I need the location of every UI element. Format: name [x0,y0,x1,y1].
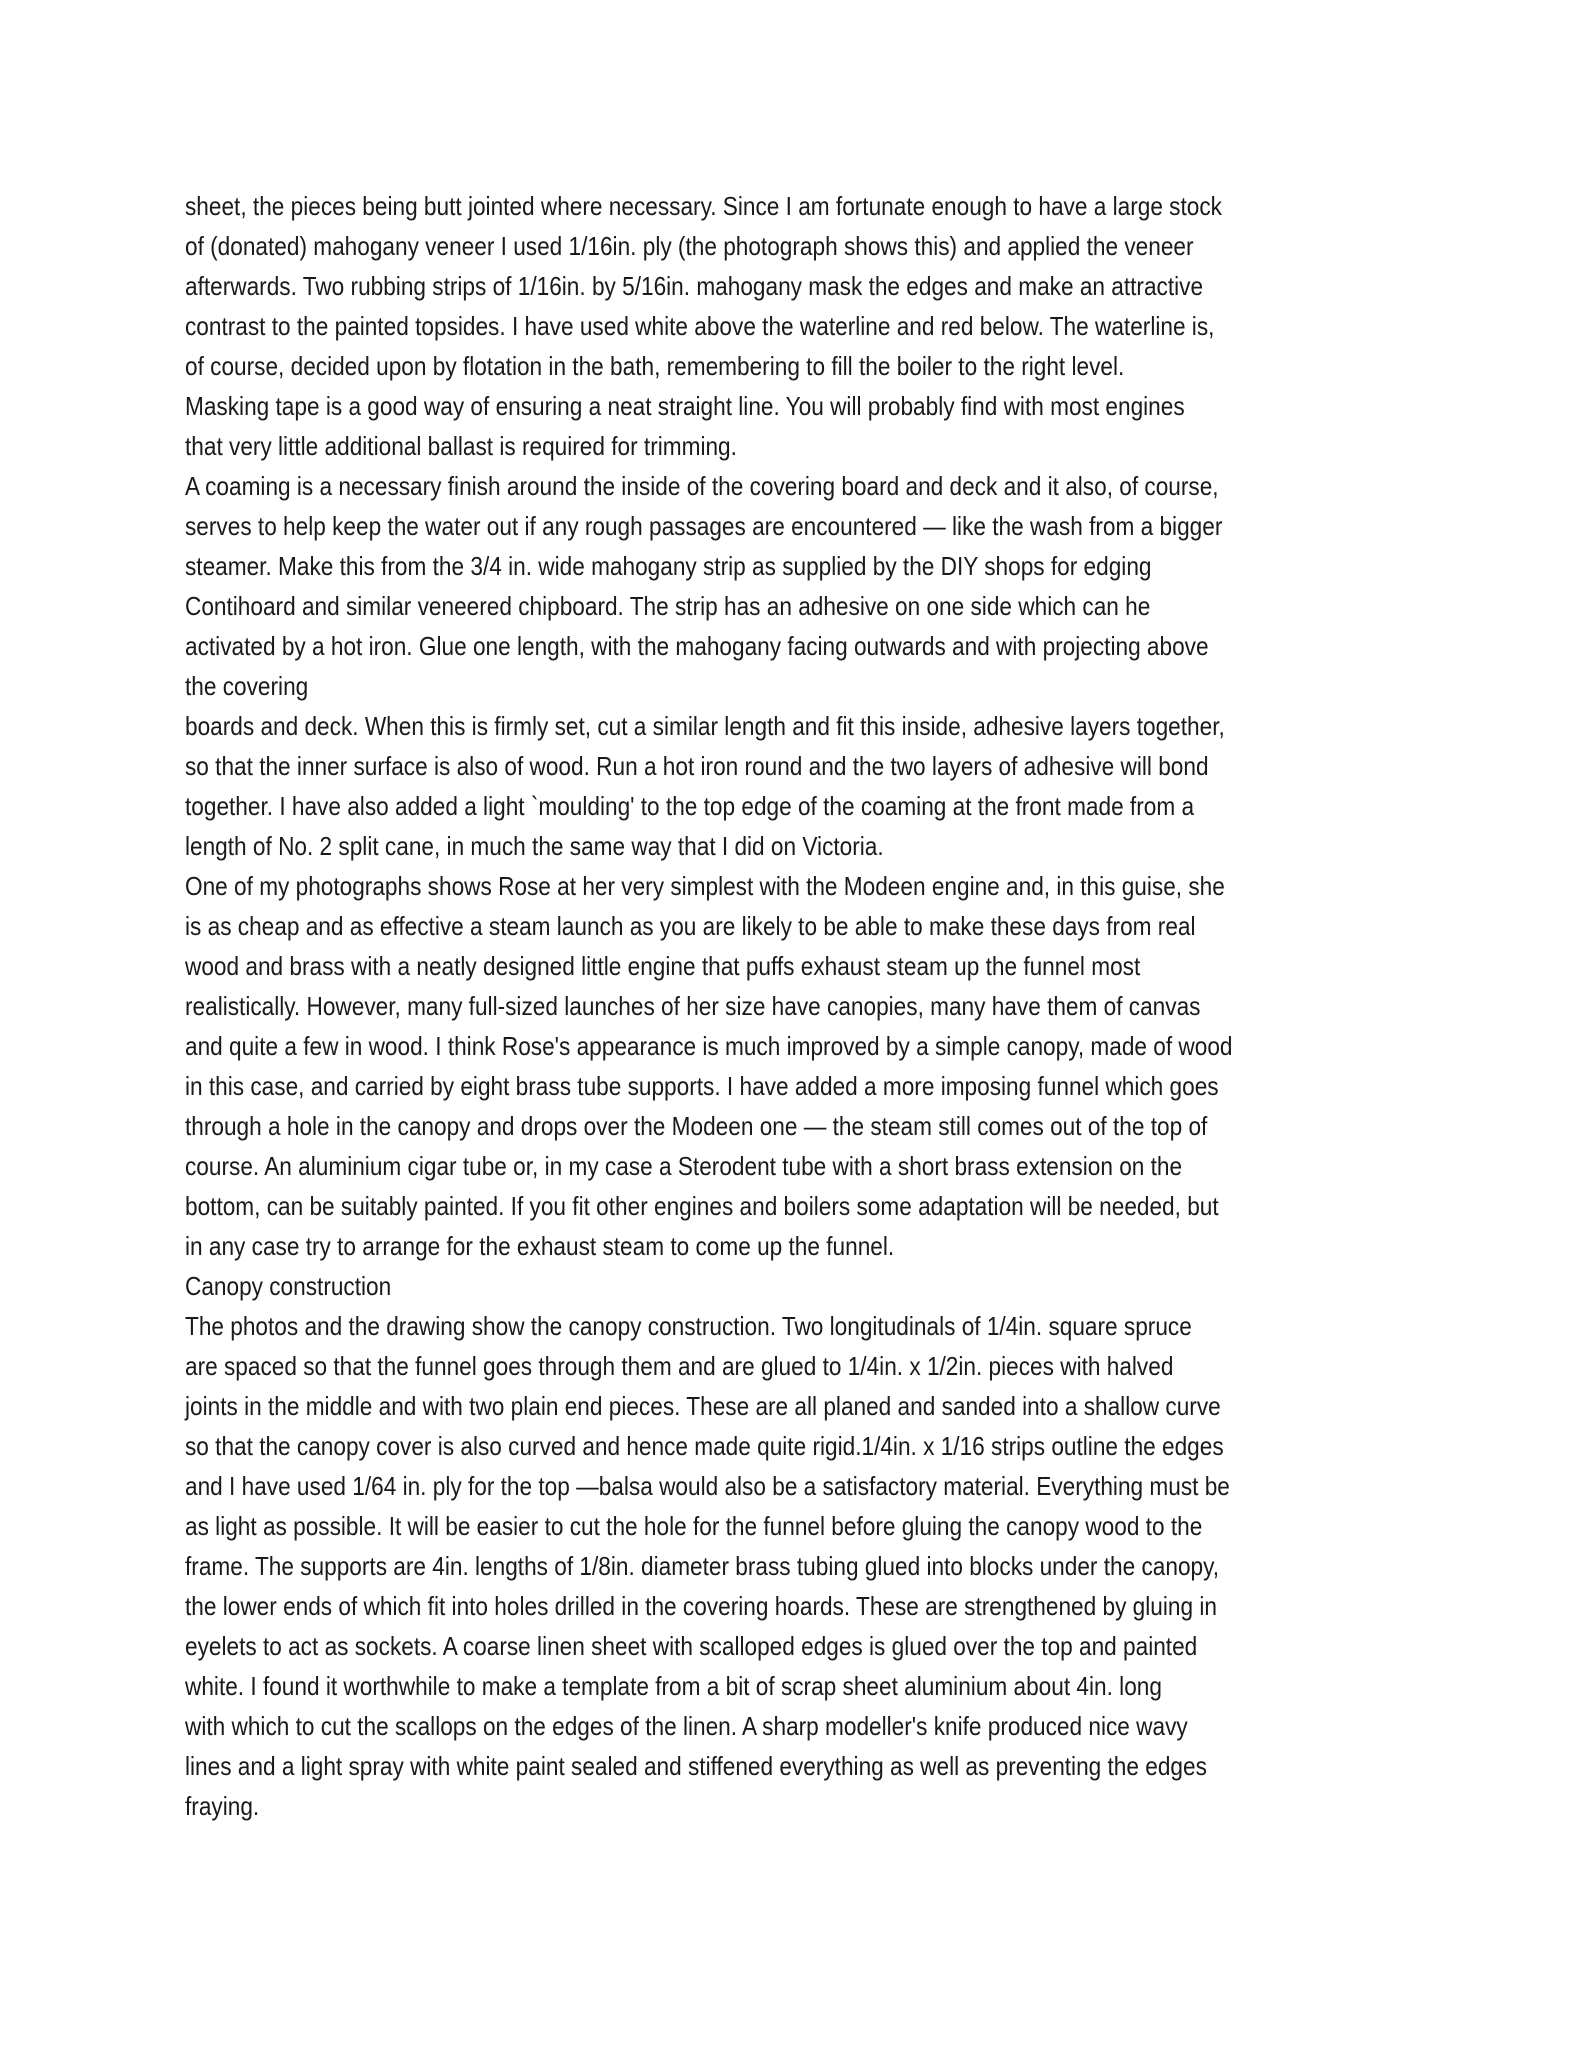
text-line: realistically. However, many full-sized launches of her size have canopies, many have them of canvas [185,991,1201,1021]
text-line: and I have used 1/64 in. ply for the top —balsa would also be a satisfactory material. Everything must be [185,1471,1230,1501]
text-line: lines and a light spray with white paint sealed and stiffened everything as well as preventing the edges [185,1751,1207,1781]
text-line: the lower ends of which fit into holes drilled in the covering hoards. These are strengthened by gluing in [185,1591,1217,1621]
text-line: so that the canopy cover is also curved and hence made quite rigid.1/4in. x 1/16 strips outline the edges [185,1431,1224,1461]
text-line: contrast to the painted topsides. I have used white above the waterline and red below. The waterline is, [185,311,1215,341]
text-line: Contihoard and similar veneered chipboard. The strip has an adhesive on one side which can he [185,591,1151,621]
text-line: length of No. 2 split cane, in much the same way that I did on Victoria. [185,831,884,861]
text-line: activated by a hot iron. Glue one length, with the mahogany facing outwards and with projecting above [185,631,1209,661]
text-line: serves to help keep the water out if any rough passages are encountered — like the wash from a bigger [185,511,1223,541]
text-line: The photos and the drawing show the canopy construction. Two longitudinals of 1/4in. square spruce [185,1311,1192,1341]
text-line: course. An aluminium cigar tube or, in my case a Sterodent tube with a short brass extension on the [185,1151,1183,1181]
text-line: is as cheap and as effective a steam launch as you are likely to be able to make these days from real [185,911,1196,941]
text-line: Masking tape is a good way of ensuring a neat straight line. You will probably find with most engines [185,391,1185,421]
text-line: in this case, and carried by eight brass tube supports. I have added a more imposing funnel which goes [185,1071,1219,1101]
text-line: of (donated) mahogany veneer I used 1/16in. ply (the photograph shows this) and applied the veneer [185,231,1194,261]
text-line: as light as possible. It will be easier to cut the hole for the funnel before gluing the canopy wood to the [185,1511,1203,1541]
text-line: with which to cut the scallops on the edges of the linen. A sharp modeller's knife produced nice wavy [185,1711,1188,1741]
text-line: are spaced so that the funnel goes through them and are glued to 1/4in. x 1/2in. pieces with halved [185,1351,1174,1381]
text-line: so that the inner surface is also of wood. Run a hot iron round and the two layers of adhesive will bond [185,751,1209,781]
text-line: together. I have also added a light `moulding' to the top edge of the coaming at the front made from a [185,791,1195,821]
text-line: and quite a few in wood. I think Rose's appearance is much improved by a simple canopy, made of wood [185,1031,1233,1061]
text-line: white. I found it worthwhile to make a template from a bit of scrap sheet aluminium about 4in. long [185,1671,1162,1701]
text-line: that very little additional ballast is required for trimming. [185,431,737,461]
text-line: A coaming is a necessary finish around the inside of the covering board and deck and it also, of course, [185,471,1219,501]
text-line: steamer. Make this from the 3/4 in. wide mahogany strip as supplied by the DIY shops for edging [185,551,1152,581]
text-line: joints in the middle and with two plain end pieces. These are all planed and sanded into a shallow curve [185,1391,1221,1421]
text-line: through a hole in the canopy and drops over the Modeen one — the steam still comes out of the top of [185,1111,1208,1141]
section-heading: Canopy construction [185,1271,392,1301]
text-line: of course, decided upon by flotation in the bath, remembering to fill the boiler to the right level. [185,351,1125,381]
text-line: the covering [185,671,309,701]
text-line: afterwards. Two rubbing strips of 1/16in. by 5/16in. mahogany mask the edges and make an attractive [185,271,1204,301]
text-line: fraying. [185,1791,260,1821]
text-line: boards and deck. When this is firmly set, cut a similar length and fit this inside, adhesive layers together, [185,711,1225,741]
text-line: in any case try to arrange for the exhaust steam to come up the funnel. [185,1231,895,1261]
text-line: wood and brass with a neatly designed little engine that puffs exhaust steam up the funnel most [185,951,1141,981]
body-text [185,186,1400,1826]
text-line: frame. The supports are 4in. lengths of 1/8in. diameter brass tubing glued into blocks under the canopy, [185,1551,1220,1581]
text-line: bottom, can be suitably painted. If you fit other engines and boilers some adaptation will be needed, but [185,1191,1219,1221]
text-line: One of my photographs shows Rose at her very simplest with the Modeen engine and, in this guise, she [185,871,1225,901]
text-line: sheet, the pieces being butt jointed where necessary. Since I am fortunate enough to have a large stock [185,191,1222,221]
text-line: eyelets to act as sockets. A coarse linen sheet with scalloped edges is glued over the top and painted [185,1631,1198,1661]
